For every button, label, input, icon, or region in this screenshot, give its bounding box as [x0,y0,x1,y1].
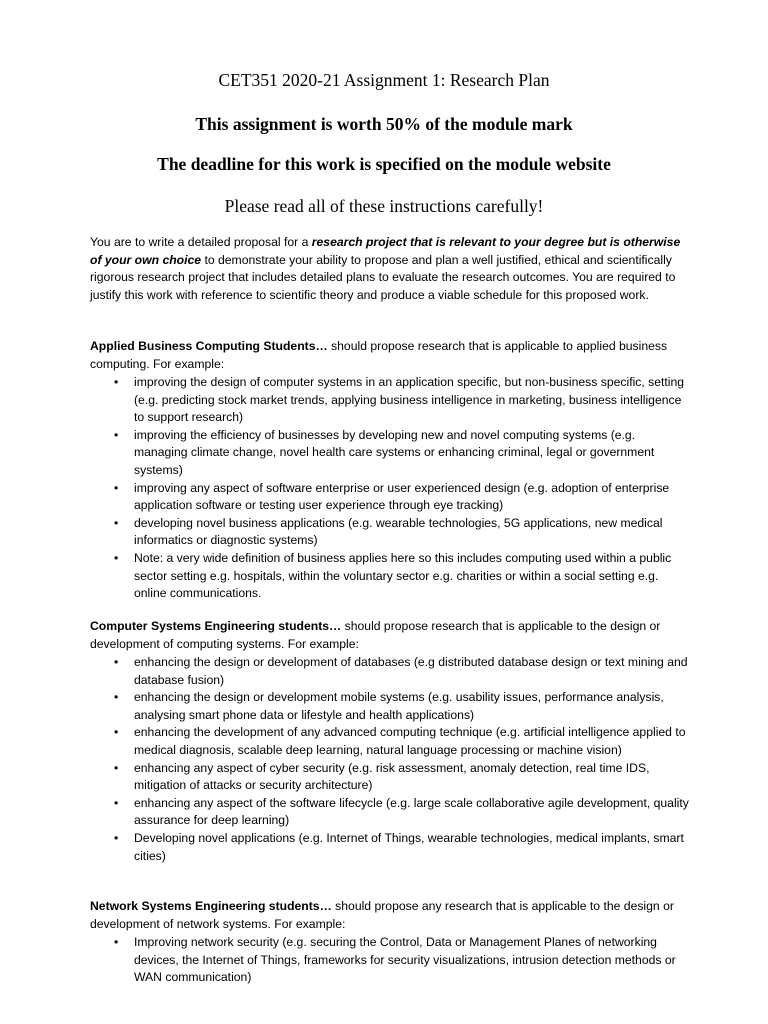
section-cse-intro [90,618,690,653]
list-item [90,654,690,689]
list-item [90,374,690,427]
bullet-icon: • [114,690,119,705]
intro-paragraph [90,234,690,304]
intro-text-start: You are to write a detailed proposal for a [90,235,312,249]
list-item [90,550,690,603]
list-item [90,480,690,515]
document-title: CET351 2020-21 Assignment 1: Research Plan [218,70,550,90]
section-abc-intro [90,338,690,373]
list-item-text: improving any aspect of software enterprise or user experienced design (e.g. adoption of enterprise application software or testing user experience through eye tracking) [134,480,670,513]
bullet-icon: • [114,427,119,442]
bullet-icon: • [114,515,119,530]
instruction-heading: Please read all of these instructions carefully! [224,196,544,216]
list-item-text: improving the design of computer systems in an application specific, but non-business specific, setting (e.g. predicting stock market trends, applying business intelligence in marketing, business intelligence to support research) [134,375,685,425]
list-item [90,724,690,759]
section-abc-list [90,374,690,603]
list-item-text: Improving network security (e.g. securing the Control, Data or Management Planes of networking devices, the Internet of Things, frameworks for security visualizations, intrusion detection methods or WAN communication) [134,935,676,985]
section-nse-text: should propose any research that is applicable to the design or development of network systems. For example: [90,899,674,931]
bullet-icon: • [114,375,119,389]
list-item-text: improving the efficiency of businesses by developing new and novel computing systems (e.g. managing climate change, novel health care systems or enhancing criminal, legal or government systems) [134,427,655,477]
list-item-text: enhancing any aspect of the software lifecycle (e.g. large scale collaborative agile development, quality assurance for deep learning) [134,795,689,828]
worth-heading: This assignment is worth 50% of the module mark [195,114,573,134]
bullet-icon: • [114,655,119,669]
section-abc-text: should propose research that is applicable to applied business computing. For example: [90,339,668,371]
section-nse-list [90,934,690,987]
bullet-icon: • [114,935,119,949]
list-item-text: enhancing the design or development of databases (e.g distributed database design or text mining and database fusion) [134,655,688,687]
list-item-text: enhancing any aspect of cyber security (e.g. risk assessment, anomaly detection, real time IDS, mitigation of attacks or security architecture) [134,760,650,793]
bullet-icon: • [114,760,119,775]
list-item-text: Note: a very wide definition of business applies here so this includes computing used within a public sector setting e.g. hospitals, within the voluntary sector e.g. charities or within a social setting e.g. online communications. [134,550,672,601]
list-item [90,934,690,987]
list-item-text: Developing novel applications (e.g. Internet of Things, wearable technologies, medical implants, smart cities) [134,830,684,863]
list-item [90,830,690,865]
section-cse-list [90,654,690,865]
intro-text-end: to demonstrate your ability to propose and plan a well justified, ethical and scientifically rigorous research project that includes detailed plans to evaluate the research outcomes. You are required to justify this work with reference to scientific theory and produce a viable schedule for this proposed work. [90,252,676,302]
section-nse-intro [90,898,690,933]
section-cse-lead: Computer Systems Engineering students… [90,619,342,633]
list-item-text: enhancing the development of any advanced computing technique (e.g. artificial intelligence applied to medical diagnosis, scalable deep learning, natural language processing or machine vision) [134,725,686,757]
deadline-heading: The deadline for this work is specified on the module website [157,154,611,174]
list-item-text: enhancing the design or development mobile systems (e.g. usability issues, performance analysis, analysing smart phone data or lifestyle and health applications) [134,690,664,722]
bullet-icon: • [114,830,119,845]
list-item-text: developing novel business applications (e.g. wearable technologies, 5G applications, new medical informatics or diagnostic systems) [134,515,663,548]
list-item [90,427,690,480]
section-abc-lead: Applied Business Computing Students… [90,339,328,353]
list-item [90,689,690,724]
section-cse-text: should propose research that is applicable to the design or development of computing systems. For example: [90,619,661,651]
bullet-icon: • [114,725,119,740]
section-nse-lead: Network Systems Engineering students… [90,899,332,913]
list-item [90,795,690,830]
list-item [90,515,690,550]
list-item [90,760,690,795]
bullet-icon: • [114,550,119,565]
intro-emphasis: research project that is relevant to your degree but is otherwise of your own choice [90,235,681,267]
bullet-icon: • [114,795,119,810]
bullet-icon: • [114,480,119,495]
